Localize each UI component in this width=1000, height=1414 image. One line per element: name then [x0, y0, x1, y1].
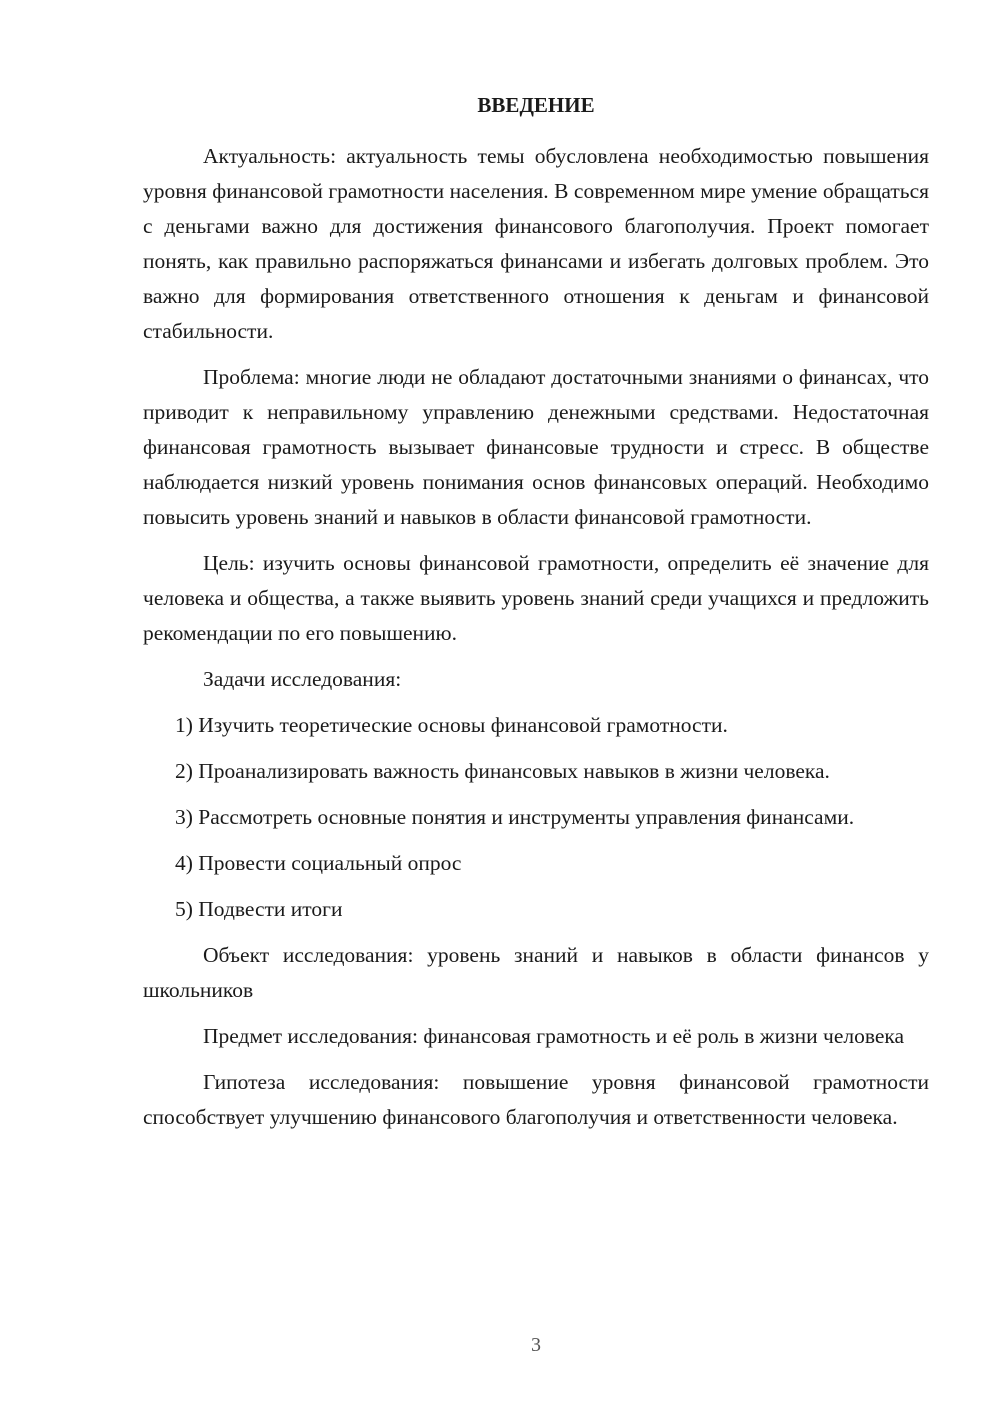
- page-number: 3: [531, 1334, 541, 1356]
- task-item: 4) Провести социальный опрос: [175, 851, 462, 875]
- paragraph-goal: Цель: изучить основы финансовой грамотности, определить её значение для человека и общества, а также выявить уровень знаний среди учащихся и предложить рекомендации по его повышению.: [143, 551, 929, 645]
- paragraph-problem: Проблема: многие люди не обладают достаточными знаниями о финансах, что приводит к неправильному управлению денежными средствами. Недостаточная финансовая грамотность вызывает финансовые трудности и стресс. В обществе наблюдается низкий уровень понимания основ финансовых операций. Необходимо повысить уровень знаний и навыков в области финансовой грамотности.: [143, 365, 929, 529]
- paragraph-object: Объект исследования: уровень знаний и навыков в области финансов у школьников: [143, 943, 929, 1002]
- section-title: ВВЕДЕНИЕ: [477, 93, 595, 117]
- document-page: [143, 92, 929, 1146]
- task-item: 2) Проанализировать важность финансовых навыков в жизни человека.: [175, 759, 830, 783]
- task-item: 5) Подвести итоги: [175, 897, 343, 921]
- tasks-heading: Задачи исследования:: [203, 667, 402, 691]
- paragraph-hypothesis: Гипотеза исследования: повышение уровня финансовой грамотности способствует улучшению финансового благополучия и ответственности человека.: [143, 1070, 929, 1129]
- task-item: 1) Изучить теоретические основы финансовой грамотности.: [175, 713, 728, 737]
- task-item: 3) Рассмотреть основные понятия и инструменты управления финансами.: [175, 805, 855, 829]
- paragraph-relevance: Актуальность: актуальность темы обусловлена необходимостью повышения уровня финансовой грамотности населения. В современном мире умение обращаться с деньгами важно для достижения финансового благополучия. Проект помогает понять, как правильно распоряжаться финансами и избегать долговых проблем. Это важно для формирования ответственного отношения к деньгам и финансовой стабильности.: [143, 144, 929, 343]
- paragraph-subject: Предмет исследования: финансовая грамотность и её роль в жизни человека: [203, 1024, 905, 1048]
